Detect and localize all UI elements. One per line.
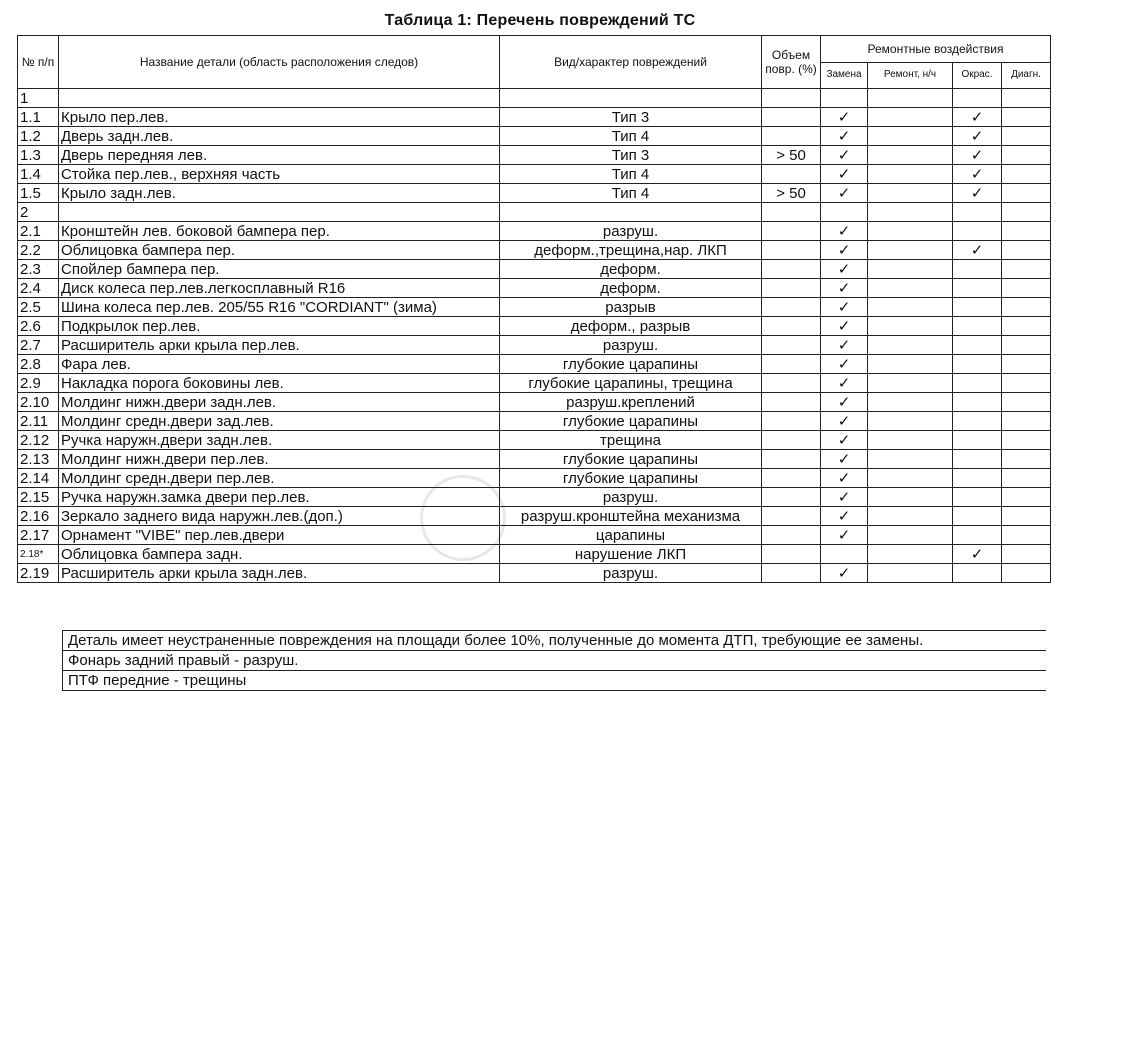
row-name-cell: Зеркало заднего вида наружн.лев.(доп.) xyxy=(59,507,500,526)
header-volume: Объем повр. (%) xyxy=(762,36,821,89)
table-row xyxy=(18,450,1051,469)
row-num-cell: 2.14 xyxy=(18,469,59,488)
row-volume-cell xyxy=(762,393,821,412)
table-row xyxy=(18,507,1051,526)
row-volume-cell xyxy=(762,488,821,507)
row-kind-cell: деформ. xyxy=(500,260,762,279)
row-paint-mark xyxy=(953,469,1002,488)
table-row xyxy=(18,184,1051,203)
row-volume-cell xyxy=(762,108,821,127)
row-diag-cell xyxy=(1002,222,1051,241)
row-repair-cell xyxy=(868,241,953,260)
row-num-cell: 2.9 xyxy=(18,374,59,393)
row-replace-mark: ✓ xyxy=(821,564,868,583)
row-repair-cell xyxy=(868,203,953,222)
row-kind-cell: разруш.кронштейна механизма xyxy=(500,507,762,526)
header-replace: Замена xyxy=(821,62,868,89)
row-volume-cell xyxy=(762,450,821,469)
row-replace-mark: ✓ xyxy=(821,108,868,127)
table-row xyxy=(18,355,1051,374)
table-row xyxy=(18,108,1051,127)
row-paint-mark: ✓ xyxy=(953,165,1002,184)
row-repair-cell xyxy=(868,89,953,108)
row-volume-cell xyxy=(762,336,821,355)
row-diag-cell xyxy=(1002,279,1051,298)
row-name-cell: Фара лев. xyxy=(59,355,500,374)
row-paint-mark xyxy=(953,355,1002,374)
row-repair-cell xyxy=(868,412,953,431)
row-kind-cell: деформ. xyxy=(500,279,762,298)
row-num-cell: 2.2 xyxy=(18,241,59,260)
row-num-cell: 1.5 xyxy=(18,184,59,203)
row-kind-cell: Тип 3 xyxy=(500,146,762,165)
row-name-cell: Диск колеса пер.лев.легкосплавный R16 xyxy=(59,279,500,298)
row-kind-cell: деформ.,трещина,нар. ЛКП xyxy=(500,241,762,260)
row-volume-cell xyxy=(762,298,821,317)
row-paint-mark: ✓ xyxy=(953,241,1002,260)
row-paint-mark xyxy=(953,450,1002,469)
row-diag-cell xyxy=(1002,545,1051,564)
header-repair-group: Ремонтные воздействия xyxy=(821,36,1051,63)
table-row xyxy=(18,317,1051,336)
row-paint-mark xyxy=(953,564,1002,583)
table-row xyxy=(18,526,1051,545)
row-volume-cell xyxy=(762,374,821,393)
table-title: Таблица 1: Перечень повреждений ТС xyxy=(384,12,696,29)
row-paint-mark xyxy=(953,488,1002,507)
row-name-cell: Стойка пер.лев., верхняя часть xyxy=(59,165,500,184)
row-paint-mark xyxy=(953,279,1002,298)
row-paint-mark xyxy=(953,336,1002,355)
row-diag-cell xyxy=(1002,89,1051,108)
table-row xyxy=(18,374,1051,393)
header-num: № п/п xyxy=(18,36,59,89)
table-row xyxy=(18,412,1051,431)
row-diag-cell xyxy=(1002,184,1051,203)
row-diag-cell xyxy=(1002,108,1051,127)
row-num-cell: 2.7 xyxy=(18,336,59,355)
row-volume-cell xyxy=(762,526,821,545)
row-name-cell: Молдинг нижн.двери задн.лев. xyxy=(59,393,500,412)
row-num-cell: 2.8 xyxy=(18,355,59,374)
row-kind-cell xyxy=(500,203,762,222)
row-replace-mark: ✓ xyxy=(821,431,868,450)
table-row xyxy=(18,393,1051,412)
row-repair-cell xyxy=(868,127,953,146)
row-kind-cell: Тип 4 xyxy=(500,127,762,146)
row-volume-cell: > 50 xyxy=(762,146,821,165)
row-paint-mark xyxy=(953,374,1002,393)
table-row xyxy=(18,564,1051,583)
row-volume-cell xyxy=(762,469,821,488)
row-replace-mark: ✓ xyxy=(821,507,868,526)
row-num-cell: 2.10 xyxy=(18,393,59,412)
row-num-cell: 2.3 xyxy=(18,260,59,279)
row-name-cell: Расширитель арки крыла задн.лев. xyxy=(59,564,500,583)
table-row xyxy=(18,298,1051,317)
row-volume-cell xyxy=(762,412,821,431)
row-diag-cell xyxy=(1002,355,1051,374)
row-name-cell: Облицовка бампера задн. xyxy=(59,545,500,564)
row-replace-mark: ✓ xyxy=(821,317,868,336)
row-volume-cell xyxy=(762,241,821,260)
row-num-cell: 2.18* xyxy=(18,545,59,564)
row-replace-mark: ✓ xyxy=(821,450,868,469)
row-name-cell: Облицовка бампера пер. xyxy=(59,241,500,260)
row-replace-mark: ✓ xyxy=(821,488,868,507)
row-diag-cell xyxy=(1002,336,1051,355)
row-replace-mark: ✓ xyxy=(821,241,868,260)
row-name-cell: Дверь передняя лев. xyxy=(59,146,500,165)
row-diag-cell xyxy=(1002,127,1051,146)
row-diag-cell xyxy=(1002,450,1051,469)
row-num-cell: 2.17 xyxy=(18,526,59,545)
row-paint-mark: ✓ xyxy=(953,184,1002,203)
row-replace-mark: ✓ xyxy=(821,336,868,355)
row-replace-mark: ✓ xyxy=(821,526,868,545)
row-kind-cell: разруш.креплений xyxy=(500,393,762,412)
row-repair-cell xyxy=(868,374,953,393)
row-paint-mark: ✓ xyxy=(953,146,1002,165)
row-num-cell: 2.1 xyxy=(18,222,59,241)
row-repair-cell xyxy=(868,222,953,241)
row-name-cell: Молдинг нижн.двери пер.лев. xyxy=(59,450,500,469)
row-volume-cell xyxy=(762,355,821,374)
row-num-cell: 1.3 xyxy=(18,146,59,165)
row-repair-cell xyxy=(868,488,953,507)
table-row xyxy=(18,336,1051,355)
row-repair-cell xyxy=(868,545,953,564)
row-num-cell: 2.15 xyxy=(18,488,59,507)
row-name-cell xyxy=(59,203,500,222)
table-row xyxy=(18,488,1051,507)
row-diag-cell xyxy=(1002,374,1051,393)
row-repair-cell xyxy=(868,469,953,488)
row-name-cell: Молдинг средн.двери зад.лев. xyxy=(59,412,500,431)
row-diag-cell xyxy=(1002,488,1051,507)
row-repair-cell xyxy=(868,184,953,203)
row-num-cell: 2.19 xyxy=(18,564,59,583)
row-diag-cell xyxy=(1002,431,1051,450)
row-volume-cell: > 50 xyxy=(762,184,821,203)
row-name-cell: Расширитель арки крыла пер.лев. xyxy=(59,336,500,355)
row-kind-cell: деформ., разрыв xyxy=(500,317,762,336)
row-volume-cell xyxy=(762,431,821,450)
row-name-cell: Кронштейн лев. боковой бампера пер. xyxy=(59,222,500,241)
note-line: Деталь имеет неустраненные повреждения на площади более 10%, полученные до момента ДТП, требующие ее замены. xyxy=(62,630,1046,651)
table-row xyxy=(18,89,1051,108)
row-paint-mark xyxy=(953,393,1002,412)
row-name-cell: Молдинг средн.двери пер.лев. xyxy=(59,469,500,488)
row-num-cell: 1.2 xyxy=(18,127,59,146)
row-kind-cell: трещина xyxy=(500,431,762,450)
row-name-cell: Дверь задн.лев. xyxy=(59,127,500,146)
row-replace-mark: ✓ xyxy=(821,260,868,279)
row-volume-cell xyxy=(762,507,821,526)
row-replace-mark: ✓ xyxy=(821,412,868,431)
row-volume-cell xyxy=(762,127,821,146)
row-kind-cell: Тип 3 xyxy=(500,108,762,127)
row-num-cell: 2.13 xyxy=(18,450,59,469)
row-kind-cell: Тип 4 xyxy=(500,165,762,184)
row-kind-cell: глубокие царапины xyxy=(500,412,762,431)
row-kind-cell: разруш. xyxy=(500,564,762,583)
row-kind-cell: царапины xyxy=(500,526,762,545)
row-diag-cell xyxy=(1002,507,1051,526)
row-name-cell: Подкрылок пер.лев. xyxy=(59,317,500,336)
row-replace-mark: ✓ xyxy=(821,355,868,374)
row-diag-cell xyxy=(1002,241,1051,260)
row-name-cell: Крыло задн.лев. xyxy=(59,184,500,203)
row-diag-cell xyxy=(1002,260,1051,279)
row-volume-cell xyxy=(762,165,821,184)
row-name-cell: Ручка наружн.двери задн.лев. xyxy=(59,431,500,450)
row-paint-mark: ✓ xyxy=(953,108,1002,127)
row-kind-cell: нарушение ЛКП xyxy=(500,545,762,564)
header-repair: Ремонт, н/ч xyxy=(868,62,953,89)
table-row xyxy=(18,222,1051,241)
header-diag: Диагн. xyxy=(1002,62,1051,89)
row-paint-mark xyxy=(953,317,1002,336)
row-repair-cell xyxy=(868,260,953,279)
row-num-cell: 1.1 xyxy=(18,108,59,127)
row-replace-mark: ✓ xyxy=(821,184,868,203)
row-replace-mark: ✓ xyxy=(821,298,868,317)
row-repair-cell xyxy=(868,108,953,127)
row-repair-cell xyxy=(868,317,953,336)
row-kind-cell: разрыв xyxy=(500,298,762,317)
row-num-cell: 2.16 xyxy=(18,507,59,526)
row-repair-cell xyxy=(868,146,953,165)
row-volume-cell xyxy=(762,89,821,108)
table-row xyxy=(18,469,1051,488)
table-row xyxy=(18,279,1051,298)
row-kind-cell: глубокие царапины xyxy=(500,355,762,374)
row-name-cell: Крыло пер.лев. xyxy=(59,108,500,127)
row-repair-cell xyxy=(868,450,953,469)
row-volume-cell xyxy=(762,222,821,241)
row-kind-cell: глубокие царапины xyxy=(500,469,762,488)
row-kind-cell: Тип 4 xyxy=(500,184,762,203)
row-name-cell: Накладка порога боковины лев. xyxy=(59,374,500,393)
row-volume-cell xyxy=(762,545,821,564)
row-paint-mark xyxy=(953,526,1002,545)
table-row xyxy=(18,165,1051,184)
row-volume-cell xyxy=(762,260,821,279)
row-replace-mark: ✓ xyxy=(821,127,868,146)
notes-block xyxy=(62,630,1046,691)
row-paint-mark xyxy=(953,507,1002,526)
row-replace-mark xyxy=(821,203,868,222)
row-replace-mark: ✓ xyxy=(821,393,868,412)
row-replace-mark xyxy=(821,545,868,564)
row-paint-mark xyxy=(953,260,1002,279)
row-diag-cell xyxy=(1002,469,1051,488)
row-diag-cell xyxy=(1002,146,1051,165)
header-paint: Окрас. xyxy=(953,62,1002,89)
row-repair-cell xyxy=(868,431,953,450)
row-paint-mark: ✓ xyxy=(953,545,1002,564)
row-volume-cell xyxy=(762,317,821,336)
row-num-cell: 2.5 xyxy=(18,298,59,317)
row-diag-cell xyxy=(1002,317,1051,336)
row-kind-cell: глубокие царапины xyxy=(500,450,762,469)
row-num-cell: 2.6 xyxy=(18,317,59,336)
row-diag-cell xyxy=(1002,526,1051,545)
note-line: ПТФ передние - трещины xyxy=(62,671,1046,691)
row-repair-cell xyxy=(868,355,953,374)
row-diag-cell xyxy=(1002,412,1051,431)
row-repair-cell xyxy=(868,526,953,545)
row-diag-cell xyxy=(1002,203,1051,222)
row-diag-cell xyxy=(1002,393,1051,412)
row-repair-cell xyxy=(868,507,953,526)
row-paint-mark xyxy=(953,431,1002,450)
row-kind-cell xyxy=(500,89,762,108)
row-name-cell: Шина колеса пер.лев. 205/55 R16 "CORDIANT" (зима) xyxy=(59,298,500,317)
row-name-cell xyxy=(59,89,500,108)
row-num-cell: 1.4 xyxy=(18,165,59,184)
row-paint-mark xyxy=(953,222,1002,241)
row-paint-mark xyxy=(953,203,1002,222)
row-repair-cell xyxy=(868,564,953,583)
row-volume-cell xyxy=(762,203,821,222)
row-num-cell: 2.11 xyxy=(18,412,59,431)
row-kind-cell: глубокие царапины, трещина xyxy=(500,374,762,393)
row-volume-cell xyxy=(762,564,821,583)
damage-table xyxy=(17,35,1051,583)
row-replace-mark: ✓ xyxy=(821,222,868,241)
row-volume-cell xyxy=(762,279,821,298)
row-repair-cell xyxy=(868,165,953,184)
table-row xyxy=(18,260,1051,279)
table-row xyxy=(18,241,1051,260)
row-diag-cell xyxy=(1002,298,1051,317)
row-repair-cell xyxy=(868,393,953,412)
table-row xyxy=(18,146,1051,165)
row-replace-mark: ✓ xyxy=(821,374,868,393)
row-kind-cell: разруш. xyxy=(500,336,762,355)
row-replace-mark: ✓ xyxy=(821,279,868,298)
row-num-cell: 2.12 xyxy=(18,431,59,450)
row-num-cell: 2 xyxy=(18,203,59,222)
row-num-cell: 2.4 xyxy=(18,279,59,298)
row-replace-mark: ✓ xyxy=(821,469,868,488)
row-replace-mark: ✓ xyxy=(821,146,868,165)
table-row xyxy=(18,545,1051,564)
header-name: Название детали (область расположения следов) xyxy=(59,36,500,89)
row-repair-cell xyxy=(868,336,953,355)
row-replace-mark: ✓ xyxy=(821,165,868,184)
row-diag-cell xyxy=(1002,564,1051,583)
note-line: Фонарь задний правый - разруш. xyxy=(62,651,1046,671)
header-kind: Вид/характер повреждений xyxy=(500,36,762,89)
row-repair-cell xyxy=(868,279,953,298)
row-paint-mark xyxy=(953,412,1002,431)
row-num-cell: 1 xyxy=(18,89,59,108)
row-name-cell: Спойлер бампера пер. xyxy=(59,260,500,279)
row-kind-cell: разруш. xyxy=(500,222,762,241)
row-name-cell: Орнамент "VIBE" пер.лев.двери xyxy=(59,526,500,545)
table-row xyxy=(18,431,1051,450)
row-repair-cell xyxy=(868,298,953,317)
row-paint-mark xyxy=(953,298,1002,317)
table-row xyxy=(18,203,1051,222)
row-paint-mark xyxy=(953,89,1002,108)
row-paint-mark: ✓ xyxy=(953,127,1002,146)
row-diag-cell xyxy=(1002,165,1051,184)
row-kind-cell: разруш. xyxy=(500,488,762,507)
row-replace-mark xyxy=(821,89,868,108)
row-name-cell: Ручка наружн.замка двери пер.лев. xyxy=(59,488,500,507)
table-row xyxy=(18,127,1051,146)
